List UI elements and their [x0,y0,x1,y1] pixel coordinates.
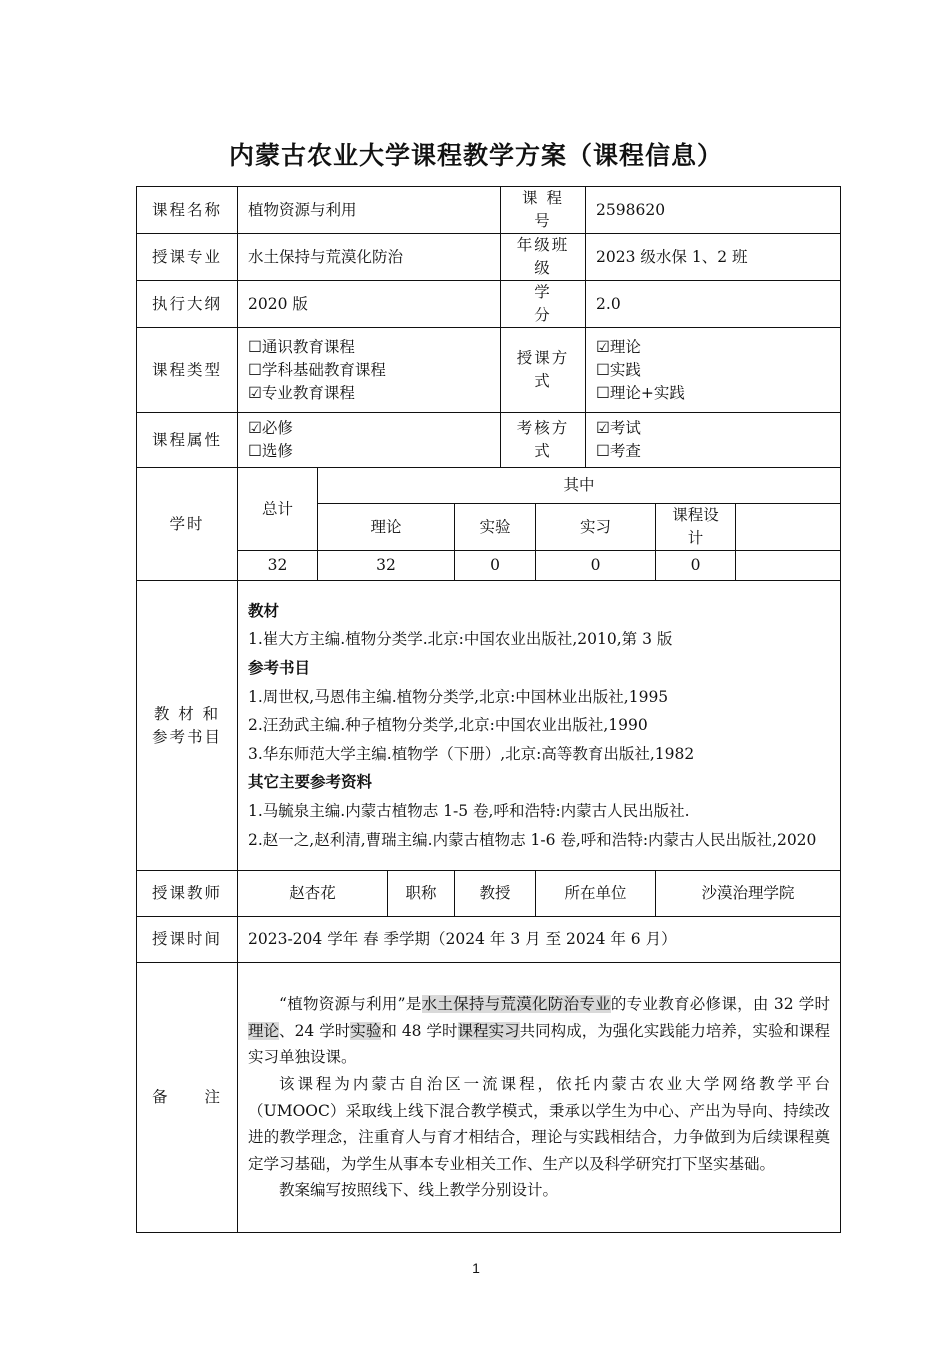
grade-value: 2023 级水保 1、2 班 [586,234,841,281]
ref-item-3: 3.华东师范大学主编.植物学（下册）,北京:高等教育出版社,1982 [248,744,695,763]
other-item-2: 2.赵一之,赵利清,曹瑞主编.内蒙古植物志 1-6 卷,呼和浩特:内蒙古人民出版社,2020 [248,830,817,849]
teacher-unit-label: 所在单位 [536,871,656,917]
teach-mode-options [586,328,841,413]
teach-mode-option-both: ☐理论+实践 [596,383,685,402]
ref-heading: 参考书目 [248,659,311,678]
course-type-options [238,328,501,413]
attribute-option-required: ☑必修 [248,419,293,437]
other-item-1: 1.马毓泉主编.内蒙古植物志 1-5 卷,呼和浩特:内蒙古人民出版社. [248,801,690,820]
remarks-p1-text-g: 和 48 学时 [381,1021,458,1040]
credit-label: 学 分 [501,281,586,328]
row-course-name [137,187,841,234]
ref-item-2: 2.汪劲武主编.种子植物分类学,北京:中国农业出版社,1990 [248,716,648,735]
remarks-p1-text-e: 、24 学时 [279,1021,351,1040]
hours-empty-value [736,551,841,581]
hours-design-value: 0 [656,551,736,581]
remarks-p1-highlight-lab: 实验 [350,1021,382,1040]
course-info-table [136,186,841,1233]
row-time [137,917,841,963]
course-name-label: 课程名称 [137,187,238,234]
textbook-heading: 教材 [248,601,280,620]
row-major [137,234,841,281]
row-books [137,581,841,871]
row-attribute [137,413,841,468]
row-remarks [137,963,841,1233]
textbook-item: 1.崔大方主编.植物分类学.北京:中国农业出版社,2010,第 3 版 [248,630,673,649]
course-name-value: 植物资源与利用 [238,187,501,234]
remarks-paragraph-1 [248,991,830,1071]
teach-mode-option-theory: ☑理论 [596,337,641,356]
books-label [137,581,238,871]
hours-lab-value: 0 [455,551,536,581]
remarks-label: 备 注 [137,963,238,1233]
row-hours-values [137,551,841,581]
syllabus-value: 2020 版 [238,281,501,328]
exam-mode-option-check: ☐考查 [596,442,641,460]
grade-label: 年级班级 [501,234,586,281]
remarks-p1-highlight-theory: 理论 [248,1021,280,1040]
row-hours-header [137,468,841,504]
hours-theory-value: 32 [318,551,455,581]
attribute-label: 课程属性 [137,413,238,468]
hours-col-internship: 实习 [536,504,656,551]
teacher-name: 赵杏花 [238,871,388,917]
hours-col-empty [736,504,841,551]
page-number: 1 [472,1260,480,1276]
credit-value: 2.0 [586,281,841,328]
time-value: 2023-204 学年 春 季学期（2024 年 3 月 至 2024 年 6 月） [238,917,841,963]
remarks-paragraph-3: 教案编写按照线下、线上教学分别设计。 [279,1181,559,1200]
teacher-title: 教授 [455,871,536,917]
remarks-content [238,963,841,1233]
hours-col-design: 课程设计 [656,504,736,551]
remarks-paragraph-2: 该课程为内蒙古自治区一流课程，依托内蒙古农业大学网络教学平台（UMOOC）采取线上线下混合教学模式，秉承以学生为中心、产出为导向、持续改进的教学理念，注重育人与育才相结合，理论与实践相结合，力争做到为后续课程奠定学习基础，为学生从事本专业相关工作、生产以及科学研究打下坚实基础。 [248,1074,831,1173]
course-no-value: 2598620 [586,187,841,234]
page-title: 内蒙古农业大学课程教学方案（课程信息） [228,141,723,170]
course-type-option-basic: ☐学科基础教育课程 [248,360,386,379]
teacher-title-label: 职称 [388,871,455,917]
attribute-options [238,413,501,468]
books-label-line2: 参考书目 [151,727,222,746]
books-label-line1: 教 材 和 [153,704,221,723]
exam-mode-option-exam: ☑考试 [596,419,641,437]
attribute-option-elective: ☐选修 [248,442,293,460]
remarks-p1-text-i: 共同构成，为强化实践能力培养，实验和课程实习单独设课。 [248,1021,831,1067]
teach-mode-option-practice: ☐实践 [596,360,641,379]
ref-item-1: 1.周世权,马恩伟主编.植物分类学,北京:中国林业出版社,1995 [248,687,669,706]
major-label: 授课专业 [137,234,238,281]
hours-total-value: 32 [238,551,318,581]
course-type-label: 课程类型 [137,328,238,413]
books-content [238,581,841,871]
course-no-label: 课 程 号 [501,187,586,234]
hours-col-theory: 理论 [318,504,455,551]
teach-mode-label: 授课方式 [501,328,586,413]
hours-col-lab: 实验 [455,504,536,551]
hours-label: 学时 [137,468,238,581]
remarks-p1-highlight-major: 水土保持与荒漠化防治专业 [421,995,611,1014]
row-teacher [137,871,841,917]
row-syllabus [137,281,841,328]
remarks-p1-highlight-internship: 课程实习 [457,1021,520,1040]
remarks-p1-text-a: “植物资源与利用”是 [279,995,422,1014]
remarks-p1-text-c: 的专业教育必修课，由 32 学时 [610,995,831,1014]
row-course-type [137,328,841,413]
exam-mode-label: 考核方式 [501,413,586,468]
syllabus-label: 执行大纲 [137,281,238,328]
teacher-label: 授课教师 [137,871,238,917]
teacher-unit: 沙漠治理学院 [656,871,841,917]
hours-internship-value: 0 [536,551,656,581]
exam-mode-options [586,413,841,468]
hours-among-label: 其中 [318,468,841,504]
course-type-option-general: ☐通识教育课程 [248,337,355,356]
time-label: 授课时间 [137,917,238,963]
major-value: 水土保持与荒漠化防治 [238,234,501,281]
hours-total-label: 总计 [238,468,318,551]
other-heading: 其它主要参考资料 [248,773,373,792]
course-type-option-major: ☑专业教育课程 [248,383,355,402]
